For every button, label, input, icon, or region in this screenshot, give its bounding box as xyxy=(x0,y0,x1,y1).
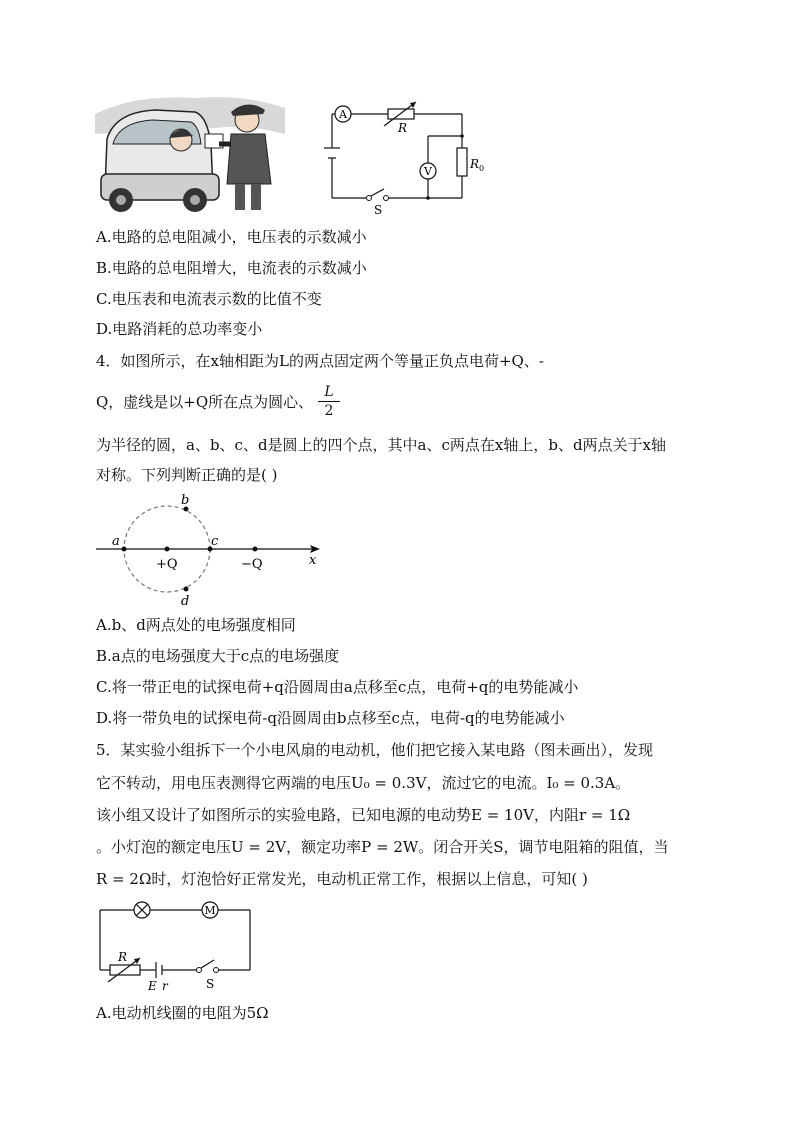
resistor-label: $R_0$ xyxy=(470,157,485,173)
q4-stem-line2: Q，虚线是以+Q所在点为圆心、 xyxy=(96,393,314,411)
circuit-diagram-2 xyxy=(96,898,256,993)
q4-option-d: D.将一带负电的试探电荷-q沿圆周由b点移至c点，电荷-q的电势能减小 xyxy=(96,709,565,727)
label-a: a xyxy=(112,534,120,549)
radius-fraction xyxy=(318,384,340,419)
rheostat-label-2: R xyxy=(118,950,128,964)
label-c: c xyxy=(211,534,219,549)
fraction-denominator: 2 xyxy=(324,403,334,419)
q4-stem-line4: 对称。下列判断正确的是( ) xyxy=(96,466,278,484)
point-neg-q-dot xyxy=(253,547,258,552)
internal-resistance-label: r xyxy=(162,979,168,993)
label-b: b xyxy=(181,493,190,508)
point-pos-q-dot xyxy=(165,547,170,552)
switch-label-2: S xyxy=(206,977,215,991)
q4-option-b: B.a点的电场强度大于c点的电场强度 xyxy=(96,647,340,665)
label-pos-q: +Q xyxy=(156,557,178,572)
emf-label: E xyxy=(148,979,157,993)
motor-label: M xyxy=(204,904,216,917)
voltmeter-label: V xyxy=(424,165,432,178)
q3-option-c: C.电压表和电流表示数的比值不变 xyxy=(96,290,322,308)
label-x-axis: x xyxy=(309,553,317,568)
q4-option-c: C.将一带正电的试探电荷+q沿圆周由a点移至c点，电荷+q的电势能减小 xyxy=(96,678,579,696)
q5-stem-line1: 5．某实验小组拆下一个小电风扇的电动机，他们把它接入某电路（图未画出），发现 xyxy=(96,741,654,759)
point-a-dot xyxy=(122,547,127,552)
fraction-bar xyxy=(318,401,340,402)
label-d: d xyxy=(181,594,190,609)
point-d-dot xyxy=(184,587,189,592)
q5-stem-line4: 。小灯泡的额定电压U = 2V，额定功率P = 2W。闭合开关S，调节电阻箱的阻值，当 xyxy=(96,838,669,856)
charge-field-diagram xyxy=(96,490,326,610)
q4-stem-line3: 为半径的圆，a、b、c、d是圆上的四个点，其中a、c两点在x轴上，b、d两点关于x轴 xyxy=(96,436,667,454)
fraction-numerator: L xyxy=(324,384,334,400)
q3-option-a: A.电路的总电阻减小，电压表的示数减小 xyxy=(96,228,367,246)
ammeter-label: A xyxy=(339,108,347,121)
q5-stem-line2: 它不转动，用电压表测得它两端的电压U₀ = 0.3V，流过它的电流。I₀ = 0.3A。 xyxy=(96,774,631,792)
q3-option-b: B.电路的总电阻增大，电流表的示数减小 xyxy=(96,259,367,277)
label-neg-q: −Q xyxy=(241,557,263,572)
circuit-diagram-1 xyxy=(320,100,490,215)
police-car-illustration xyxy=(95,94,285,214)
q4-option-a: A.b、d两点处的电场强度相同 xyxy=(96,616,296,634)
q4-stem-line1: 4．如图所示，在x轴相距为L的两点固定两个等量正负点电荷+Q、- xyxy=(96,352,544,370)
q5-stem-line3: 该小组又设计了如图所示的实验电路，已知电源的电动势E = 10V，内阻r = 1Ω xyxy=(96,806,631,824)
q5-stem-line5: R = 2Ω时，灯泡恰好正常发光，电动机正常工作，根据以上信息，可知( ) xyxy=(96,870,588,888)
q5-option-a: A.电动机线圈的电阻为5Ω xyxy=(96,1004,269,1022)
switch-label: S xyxy=(374,203,383,215)
rheostat-label: R xyxy=(398,121,408,135)
q3-option-d: D.电路消耗的总功率变小 xyxy=(96,320,263,338)
